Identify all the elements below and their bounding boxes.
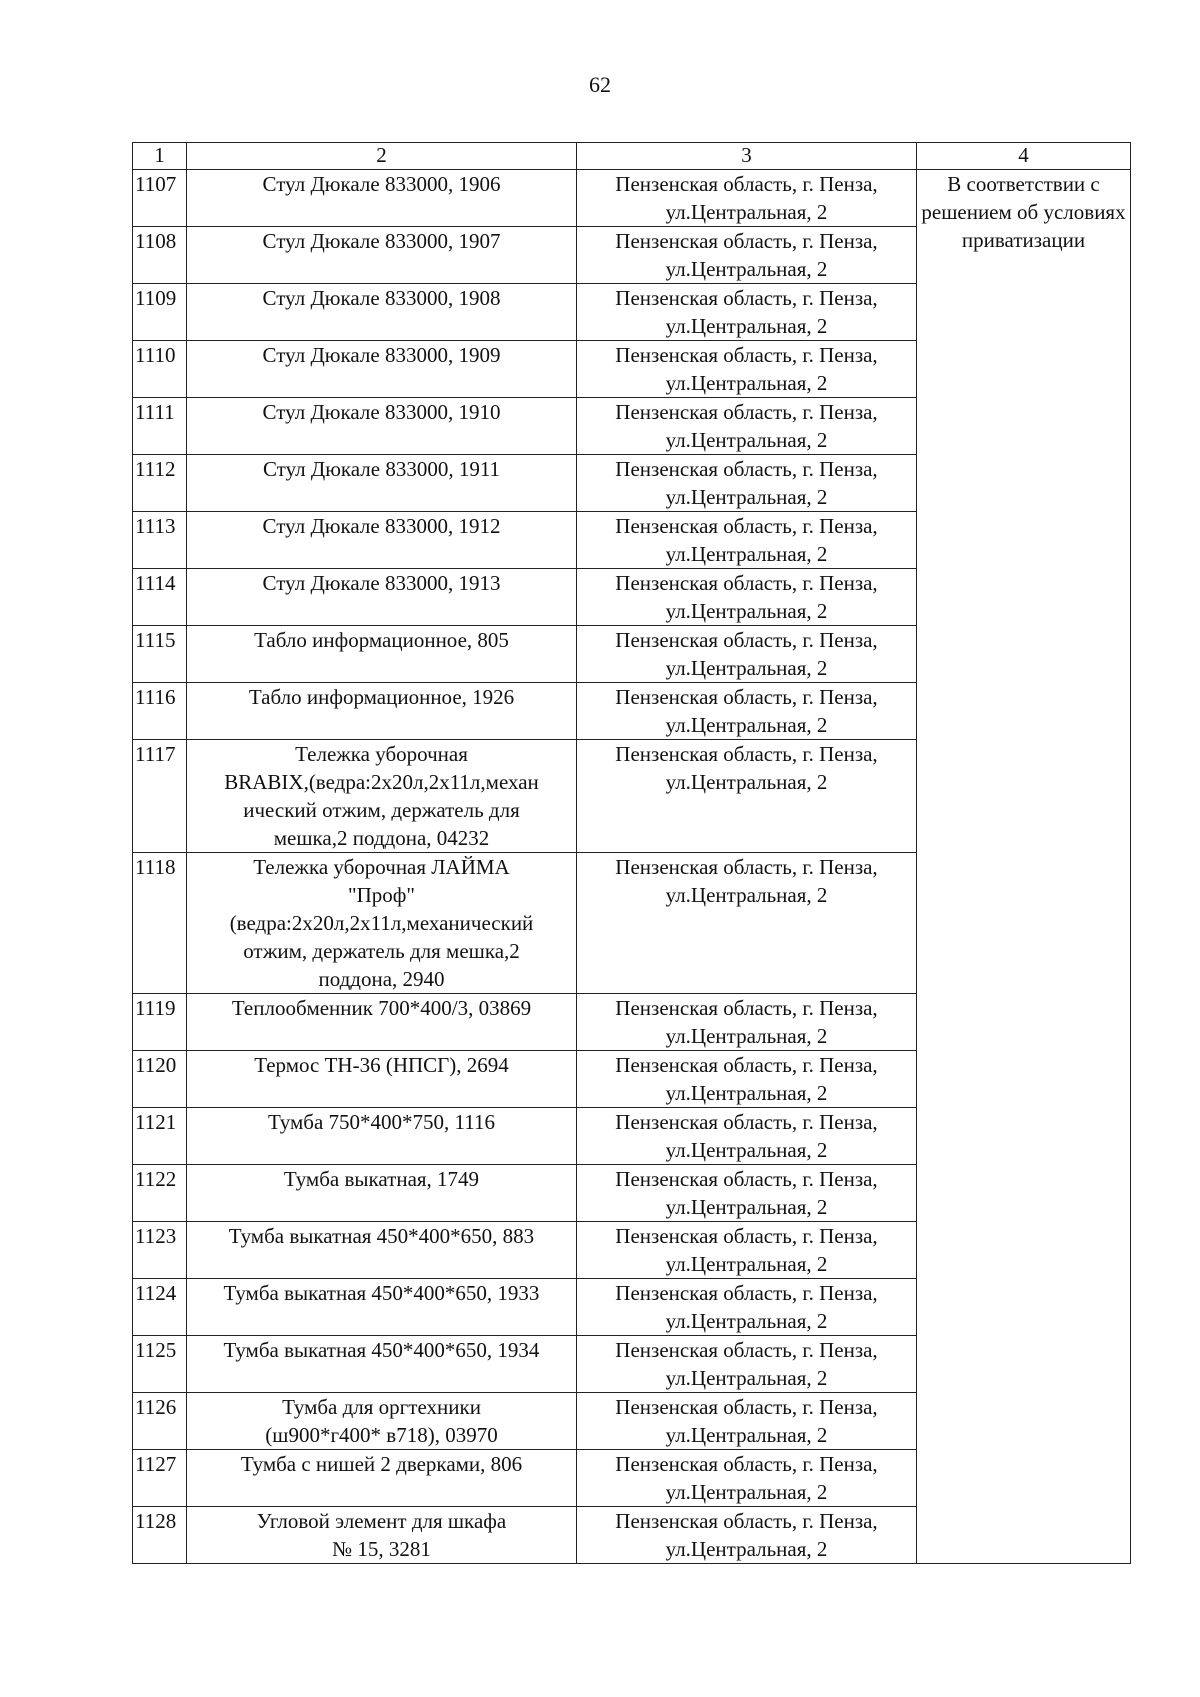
item-name: Тумба выкатная 450*400*650, 1933: [187, 1279, 577, 1336]
item-name: Тумба 750*400*750, 1116: [187, 1108, 577, 1165]
row-number: 1107: [133, 170, 187, 227]
item-name: Тумба выкатная 450*400*650, 883: [187, 1222, 577, 1279]
item-name: Стул Дюкале 833000, 1907: [187, 227, 577, 284]
row-number: 1112: [133, 455, 187, 512]
item-address: Пензенская область, г. Пенза, ул.Центральная, 2: [577, 512, 917, 569]
property-table: [132, 142, 1131, 1564]
item-address: Пензенская область, г. Пенза, ул.Центральная, 2: [577, 740, 917, 853]
row-number: 1126: [133, 1393, 187, 1450]
item-address: Пензенская область, г. Пенза, ул.Центральная, 2: [577, 170, 917, 227]
item-address: Пензенская область, г. Пенза, ул.Центральная, 2: [577, 853, 917, 994]
row-number: 1114: [133, 569, 187, 626]
row-number: 1110: [133, 341, 187, 398]
row-number: 1116: [133, 683, 187, 740]
table-row: [133, 170, 1131, 227]
item-name: Термос ТН-36 (НПСГ), 2694: [187, 1051, 577, 1108]
row-number: 1122: [133, 1165, 187, 1222]
row-number: 1111: [133, 398, 187, 455]
item-name: Стул Дюкале 833000, 1910: [187, 398, 577, 455]
row-number: 1127: [133, 1450, 187, 1507]
row-number: 1121: [133, 1108, 187, 1165]
item-name: Стул Дюкале 833000, 1911: [187, 455, 577, 512]
item-address: Пензенская область, г. Пенза, ул.Центральная, 2: [577, 1165, 917, 1222]
item-name: Стул Дюкале 833000, 1906: [187, 170, 577, 227]
item-address: Пензенская область, г. Пенза, ул.Центральная, 2: [577, 341, 917, 398]
item-address: Пензенская область, г. Пенза, ул.Центральная, 2: [577, 1450, 917, 1507]
page-number: 62: [589, 72, 611, 97]
column-header-1: 1: [133, 143, 187, 170]
item-name: Тумба для оргтехники (ш900*г400* в718), 03970: [187, 1393, 577, 1450]
item-address: Пензенская область, г. Пенза, ул.Центральная, 2: [577, 398, 917, 455]
item-name: Табло информационное, 805: [187, 626, 577, 683]
item-address: Пензенская область, г. Пенза, ул.Центральная, 2: [577, 683, 917, 740]
row-number: 1117: [133, 740, 187, 853]
row-number: 1128: [133, 1507, 187, 1564]
item-address: Пензенская область, г. Пенза, ул.Центральная, 2: [577, 569, 917, 626]
column-header-4: 4: [917, 143, 1131, 170]
row-number: 1118: [133, 853, 187, 994]
row-number: 1109: [133, 284, 187, 341]
item-name: Тумба с нишей 2 дверками, 806: [187, 1450, 577, 1507]
item-name: Табло информационное, 1926: [187, 683, 577, 740]
item-name: Стул Дюкале 833000, 1908: [187, 284, 577, 341]
item-address: Пензенская область, г. Пенза, ул.Центральная, 2: [577, 994, 917, 1051]
row-number: 1124: [133, 1279, 187, 1336]
item-name: Тележка уборочная BRABIX,(ведра:2х20л,2х11л,механ ический отжим, держатель для мешка,2 поддона, 04232: [187, 740, 577, 853]
item-address: Пензенская область, г. Пенза, ул.Центральная, 2: [577, 1051, 917, 1108]
row-number: 1119: [133, 994, 187, 1051]
row-number: 1108: [133, 227, 187, 284]
row-number: 1123: [133, 1222, 187, 1279]
item-address: Пензенская область, г. Пенза, ул.Центральная, 2: [577, 455, 917, 512]
item-address: Пензенская область, г. Пенза, ул.Центральная, 2: [577, 1336, 917, 1393]
item-name: Тележка уборочная ЛАЙМА "Проф" (ведра:2х20л,2х11л,механический отжим, держатель для мешка,2 поддона, 2940: [187, 853, 577, 994]
item-address: Пензенская область, г. Пенза, ул.Центральная, 2: [577, 626, 917, 683]
row-number: 1113: [133, 512, 187, 569]
item-address: Пензенская область, г. Пенза, ул.Центральная, 2: [577, 1222, 917, 1279]
column-header-3: 3: [577, 143, 917, 170]
row-number: 1125: [133, 1336, 187, 1393]
privatization-condition: В соответствии с решением об условиях приватизации: [917, 170, 1131, 1564]
item-name: Угловой элемент для шкафа № 15, 3281: [187, 1507, 577, 1564]
table-body: [133, 170, 1131, 1564]
item-address: Пензенская область, г. Пенза, ул.Центральная, 2: [577, 1108, 917, 1165]
item-name: Стул Дюкале 833000, 1912: [187, 512, 577, 569]
column-header-2: 2: [187, 143, 577, 170]
item-address: Пензенская область, г. Пенза, ул.Центральная, 2: [577, 1393, 917, 1450]
item-name: Теплообменник 700*400/3, 03869: [187, 994, 577, 1051]
item-address: Пензенская область, г. Пенза, ул.Центральная, 2: [577, 284, 917, 341]
item-name: Стул Дюкале 833000, 1909: [187, 341, 577, 398]
row-number: 1115: [133, 626, 187, 683]
row-number: 1120: [133, 1051, 187, 1108]
table-header: [133, 143, 1131, 170]
item-address: Пензенская область, г. Пенза, ул.Центральная, 2: [577, 1279, 917, 1336]
item-name: Тумба выкатная, 1749: [187, 1165, 577, 1222]
item-name: Стул Дюкале 833000, 1913: [187, 569, 577, 626]
item-address: Пензенская область, г. Пенза, ул.Центральная, 2: [577, 227, 917, 284]
item-name: Тумба выкатная 450*400*650, 1934: [187, 1336, 577, 1393]
item-address: Пензенская область, г. Пенза, ул.Центральная, 2: [577, 1507, 917, 1564]
